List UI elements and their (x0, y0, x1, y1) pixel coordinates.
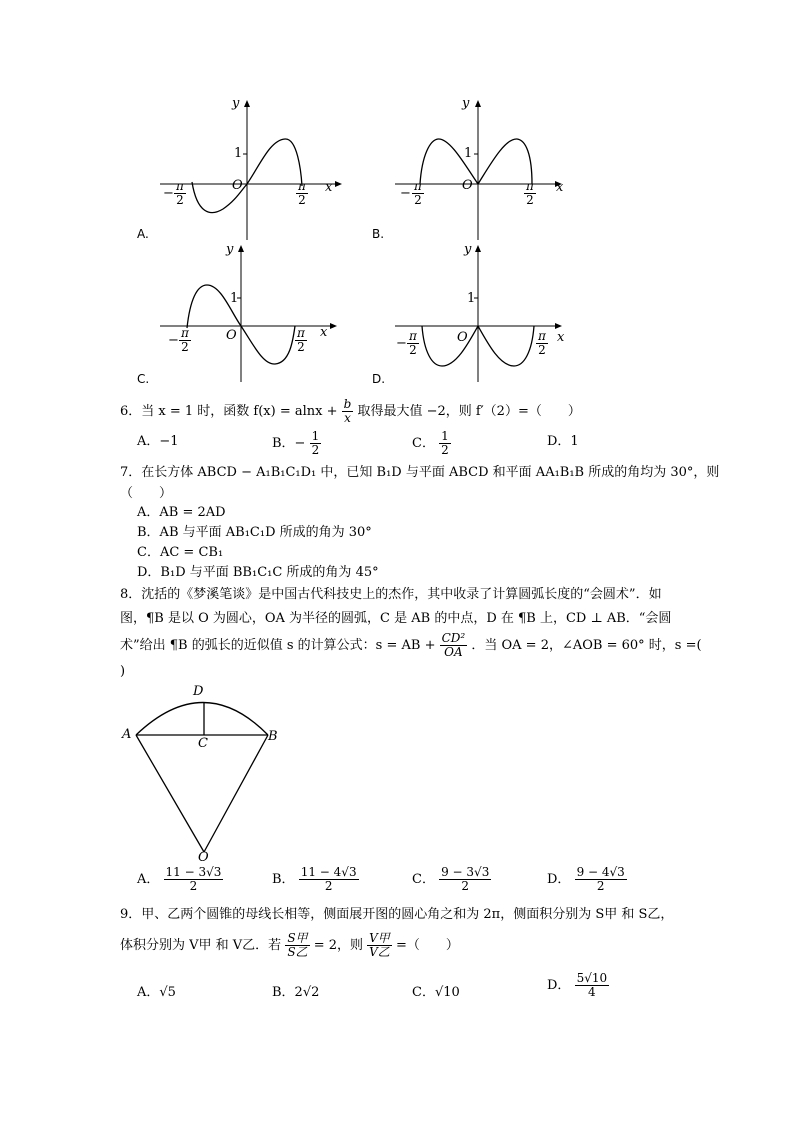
q6-text-pre: 6．当 x = 1 时，函数 f(x) = alnx + (120, 404, 338, 419)
neg-half-pi: $\frac{\pi}{2}$ (181, 326, 189, 354)
curve-b-right (478, 139, 532, 184)
q8-figure-svg (120, 680, 290, 865)
half-pi: $\frac{\pi}{2}$ (538, 329, 546, 357)
graph-a-svg (135, 95, 355, 245)
minus-sign: − (396, 336, 407, 351)
x-axis-arrow (330, 323, 337, 329)
half-pi: $\frac{\pi}{2}$ (526, 179, 534, 207)
q7-option-b: B．AB 与平面 AB₁C₁D 所成的角为 30° (137, 525, 372, 540)
y-label: y (462, 96, 470, 111)
graph-d-svg (370, 240, 590, 385)
graph-c-svg (135, 240, 355, 385)
fig-label-a: A (122, 727, 132, 742)
q6-fraction: $\frac{b}{x}$ (343, 397, 352, 425)
y-axis-arrow (244, 100, 250, 107)
segment-ob (204, 735, 268, 852)
q8-option-b: B． $\frac{11 - 4√3}{2}$ (272, 865, 357, 893)
graph-c (135, 240, 355, 385)
q7-line2: （ ） (120, 486, 173, 501)
q8-option-d: D． $\frac{9 - 4√3}{2}$ (547, 865, 625, 893)
x-label: x (320, 325, 328, 340)
origin-label: O (226, 328, 237, 343)
origin-label: O (457, 330, 468, 345)
q8-line4: ) (120, 664, 126, 679)
minus-sign: − (400, 186, 411, 201)
curve-d-right (478, 326, 534, 366)
graph-d (370, 240, 590, 385)
x-axis-arrow (335, 181, 342, 187)
x-label: x (557, 330, 565, 345)
one-label: 1 (464, 146, 473, 161)
neg-half-pi: $\frac{\pi}{2}$ (176, 179, 184, 207)
q9-line1: 9．甲、乙两个圆锥的母线长相等，侧面展开图的圆心角之和为 2π，侧面积分别为 S甲 和 S乙， (120, 907, 674, 922)
q6-option-a: A．−1 (137, 434, 179, 449)
fig-label-o: O (198, 850, 209, 865)
y-axis-arrow (475, 100, 481, 107)
graph-b (370, 95, 590, 245)
q6-option-d: D．1 (547, 434, 579, 449)
neg-half-pi: $\frac{\pi}{2}$ (409, 329, 417, 357)
origin-label: O (232, 178, 243, 193)
y-axis-arrow (475, 245, 481, 252)
q8-option-c: C． $\frac{9 - 3√3}{2}$ (412, 865, 490, 893)
option-b-label: B. (372, 227, 385, 241)
q9-option-d: D． $\frac{5√10}{4}$ (547, 971, 608, 999)
x-label: x (556, 180, 564, 195)
q8-line1: 8．沈括的《梦溪笔谈》是中国古代科技史上的杰作，其中收录了计算圆弧长度的“会圆术”．如 (120, 587, 662, 602)
minus-sign: − (163, 186, 174, 201)
q7-option-d: D．B₁D 与平面 BB₁C₁C 所成的角为 45° (137, 565, 379, 580)
minus-sign: − (168, 333, 179, 348)
one-label: 1 (230, 291, 239, 306)
q6-option-c: C． $\frac{1}{2}$ (412, 429, 449, 457)
q9-option-a: A．√5 (137, 985, 176, 1000)
fig-label-c: C (198, 736, 208, 751)
half-pi: $\frac{\pi}{2}$ (297, 326, 305, 354)
half-pi: $\frac{\pi}{2}$ (298, 179, 306, 207)
q8-line2: 图，¶B 是以 O 为圆心，OA 为半径的圆弧，C 是 AB 的中点，D 在 ¶B 上，CD ⊥ AB．“会圆 (120, 611, 672, 626)
y-label: y (226, 242, 234, 257)
q8-figure (120, 680, 290, 865)
graph-a (135, 95, 355, 245)
option-d-label: D. (372, 372, 386, 386)
y-label: y (232, 96, 240, 111)
option-a-label: A. (137, 227, 149, 241)
x-axis-arrow (555, 323, 562, 329)
arc-ab (136, 703, 268, 736)
option-c-label: C. (137, 372, 150, 386)
q6-text-post: 取得最大值 −2，则 f′（2）=（ ） (357, 404, 581, 419)
q7-line1: 7．在长方体 ABCD − A₁B₁C₁D₁ 中，已知 B₁D 与平面 ABCD 和平面 AA₁B₁B 所成的角均为 30°，则 (120, 465, 720, 480)
fig-label-b: B (268, 729, 278, 744)
q9-option-c: C．√10 (412, 985, 460, 1000)
x-label: x (325, 180, 333, 195)
y-label: y (464, 242, 472, 257)
question-6 (120, 398, 581, 425)
q7-option-c: C．AC = CB₁ (137, 545, 224, 560)
q9-option-b: B．2√2 (272, 985, 320, 1000)
segment-oa (136, 735, 204, 852)
q6-option-b: B．− $\frac{1}{2}$ (272, 429, 320, 457)
y-axis-arrow (238, 245, 244, 252)
origin-label: O (462, 178, 473, 193)
q7-option-a: A．AB = 2AD (137, 505, 226, 520)
graph-b-svg (370, 95, 590, 245)
one-label: 1 (234, 146, 243, 161)
q8-option-a: A． $\frac{11 - 3√3}{2}$ (137, 865, 222, 893)
one-label: 1 (467, 291, 476, 306)
curve-d-left (422, 326, 478, 366)
neg-half-pi: $\frac{\pi}{2}$ (414, 179, 422, 207)
fig-label-d: D (193, 684, 204, 699)
q8-line3: 术”给出 ¶B 的弧长的近似值 s 的计算公式：s = AB + $\frac{\text{CD²}}{OA}$ ．当 OA = 2，∠AOB = 60° 时，s =( (120, 631, 702, 659)
q9-line2: 体积分别为 V甲 和 V乙．若 $\frac{\text{S甲}}{\text{S乙}}$ = 2，则 $\frac{\text{V甲}}{\text{V乙}}$ =（ ） (120, 931, 459, 959)
